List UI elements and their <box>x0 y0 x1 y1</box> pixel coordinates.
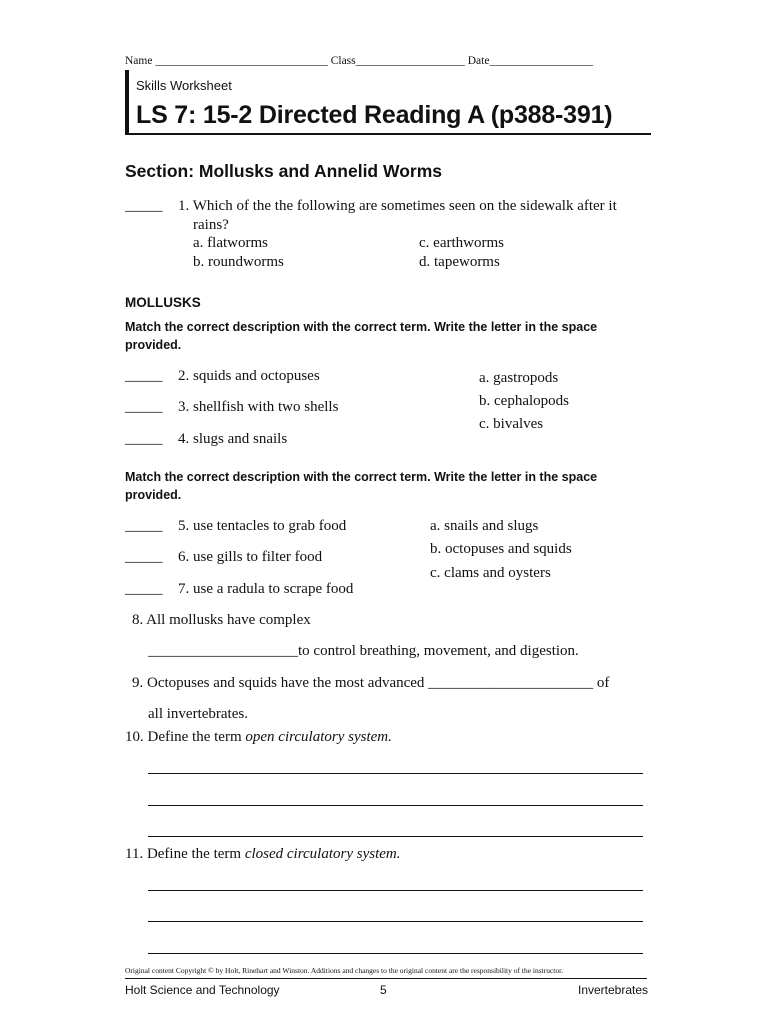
answer-blank-q6[interactable]: _____ <box>125 549 163 565</box>
footer-divider <box>125 978 647 979</box>
answer-line[interactable] <box>148 953 643 954</box>
term-a-snails-slugs: a. snails and slugs <box>430 518 539 534</box>
question-10-text <box>125 729 392 746</box>
footer-chapter: Invertebrates <box>578 983 649 997</box>
answer-line[interactable] <box>148 836 643 837</box>
question-7-text: 7. use a radula to scrape food <box>178 581 354 597</box>
q1-option-d: d. tapeworms <box>419 254 500 270</box>
answer-line[interactable] <box>148 773 643 774</box>
page-title: LS 7: 15-2 Directed Reading A (p388-391) <box>136 101 613 129</box>
question-8-text: 8. All mollusks have complex <box>132 612 311 628</box>
q1-option-c: c. earthworms <box>419 235 504 251</box>
mollusks-heading: MOLLUSKS <box>125 295 201 310</box>
page-number: 5 <box>380 983 387 997</box>
question-5-text: 5. use tentacles to grab food <box>178 518 347 534</box>
section-title: Section: Mollusks and Annelid Worms <box>125 161 442 181</box>
question-10-term: open circulatory system. <box>245 729 392 745</box>
question-8-text-cont: ____________________to control breathing, movement, and digestion. <box>148 643 579 659</box>
q1-option-a: a. flatworms <box>193 235 268 251</box>
term-b-cephalopods: b. cephalopods <box>479 393 569 409</box>
question-10-prefix: 10. Define the term <box>125 729 246 745</box>
question-1-text-cont: rains? <box>193 217 229 233</box>
instructions-1: Match the correct description with the correct term. Write the letter in the space <box>125 320 598 334</box>
instructions-2-cont: provided. <box>125 488 182 502</box>
question-3-text: 3. shellfish with two shells <box>178 399 339 415</box>
answer-blank-q3[interactable]: _____ <box>125 399 163 415</box>
question-6-text: 6. use gills to filter food <box>178 549 323 565</box>
question-11-term: closed circulatory system. <box>244 846 401 862</box>
answer-line[interactable] <box>148 921 643 922</box>
answer-blank-q1[interactable]: _____ <box>125 198 163 214</box>
copyright-notice: Original content Copyright © by Holt, Rinehart and Winston. Additions and changes to the original content are the responsibility of the instructor. <box>125 966 564 975</box>
name-class-date-line: Name ______________________________ Class___________________ Date__________________ <box>125 55 593 67</box>
question-2-text: 2. squids and octopuses <box>178 368 320 384</box>
question-11-text <box>125 846 400 863</box>
term-c-clams-oysters: c. clams and oysters <box>430 565 551 581</box>
q1-option-b: b. roundworms <box>193 254 284 270</box>
answer-blank-q4[interactable]: _____ <box>125 431 163 447</box>
question-9-text: 9. Octopuses and squids have the most advanced ______________________ of <box>132 675 610 691</box>
skills-worksheet-label: Skills Worksheet <box>136 78 232 93</box>
question-1-text: 1. Which of the the following are sometimes seen on the sidewalk after it <box>178 198 617 214</box>
question-4-text: 4. slugs and snails <box>178 431 288 447</box>
term-c-bivalves: c. bivalves <box>479 416 544 432</box>
question-9-text-cont: all invertebrates. <box>148 706 248 722</box>
answer-blank-q2[interactable]: _____ <box>125 368 163 384</box>
instructions-2: Match the correct description with the correct term. Write the letter in the space <box>125 470 598 484</box>
answer-blank-q5[interactable]: _____ <box>125 518 163 534</box>
footer-publisher: Holt Science and Technology <box>125 983 280 997</box>
answer-blank-q7[interactable]: _____ <box>125 581 163 597</box>
answer-line[interactable] <box>148 890 643 891</box>
term-b-octopuses-squids: b. octopuses and squids <box>430 541 572 557</box>
answer-line[interactable] <box>148 805 643 806</box>
instructions-1-cont: provided. <box>125 338 182 352</box>
term-a-gastropods: a. gastropods <box>479 370 559 386</box>
question-11-prefix: 11. Define the term <box>125 846 245 862</box>
